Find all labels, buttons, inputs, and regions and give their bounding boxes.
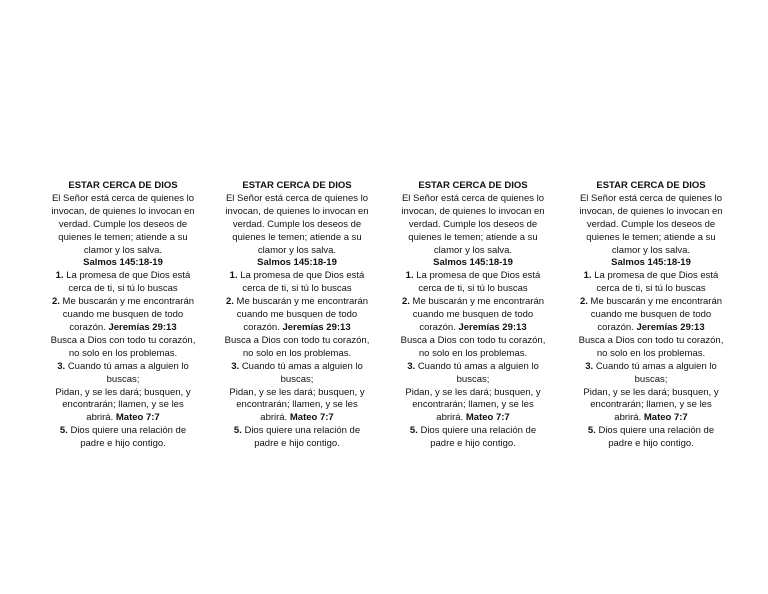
item-2 xyxy=(212,296,382,309)
item-text: Cuando tú amas a alguien lo xyxy=(417,360,539,372)
item-number: 2. xyxy=(51,296,60,308)
item-line: encontrarán; llamen, y se les xyxy=(236,399,358,411)
item-number: 5. xyxy=(59,425,68,437)
item-text: La promesa de que Dios está xyxy=(240,270,365,282)
card-4 xyxy=(566,180,736,451)
item-line: cerca de ti, si tú lo buscas xyxy=(418,283,528,295)
intro-line: clamor y los salva. xyxy=(83,244,163,256)
item-number: 5. xyxy=(409,425,418,437)
item-line: cuando me busquen de todo xyxy=(412,309,534,321)
item-line xyxy=(212,322,382,335)
item-number: 1. xyxy=(229,270,238,282)
extra-line: Busca a Dios con todo tu corazón, xyxy=(224,334,370,346)
item-text: Cuando tú amas a alguien lo xyxy=(241,360,363,372)
item-number: 3. xyxy=(231,360,240,372)
item-reference: Jeremías 29:13 xyxy=(458,321,527,333)
item-text: Me buscarán y me encontrarán xyxy=(62,296,195,308)
item-reference: Mateo 7:7 xyxy=(643,412,688,424)
item-number: 5. xyxy=(587,425,596,437)
item-line: encontrarán; llamen, y se les xyxy=(62,399,184,411)
item-5 xyxy=(212,425,382,438)
item-text: Dios quiere una relación de xyxy=(244,425,361,437)
item-line: encontrarán; llamen, y se les xyxy=(412,399,534,411)
item-line xyxy=(38,412,208,425)
item-number: 2. xyxy=(225,296,234,308)
item-line: Pidan, y se les dará; busquen, y xyxy=(55,386,191,398)
item-line: cuando me busquen de todo xyxy=(590,309,712,321)
item-line: padre e hijo contigo. xyxy=(254,438,340,450)
item-line: Pidan, y se les dará; busquen, y xyxy=(583,386,719,398)
item-line: cerca de ti, si tú lo buscas xyxy=(68,283,178,295)
item-text: Cuando tú amas a alguien lo xyxy=(595,360,717,372)
item-line: cuando me busquen de todo xyxy=(236,309,358,321)
item-number: 3. xyxy=(57,360,66,372)
intro-reference: Salmos 145:18-19 xyxy=(83,257,163,269)
item-line: cerca de ti, si tú lo buscas xyxy=(596,283,706,295)
extra-line: Busca a Dios con todo tu corazón, xyxy=(50,334,196,346)
extra-line: Busca a Dios con todo tu corazón, xyxy=(578,334,724,346)
item-text: La promesa de que Dios está xyxy=(66,270,191,282)
intro-line: El Señor está cerca de quienes lo xyxy=(401,192,545,204)
item-text: corazón. xyxy=(597,321,634,333)
item-line: buscas; xyxy=(456,373,490,385)
item-text: Dios quiere una relación de xyxy=(420,425,537,437)
item-line: Pidan, y se les dará; busquen, y xyxy=(229,386,365,398)
card-2 xyxy=(212,180,382,451)
item-3 xyxy=(566,361,736,374)
item-number: 3. xyxy=(407,360,416,372)
extra-line: no solo en los problemas. xyxy=(596,347,706,359)
intro-line: verdad. Cumple los deseos de xyxy=(586,218,716,230)
intro-line: quienes le temen; atiende a su xyxy=(58,231,188,243)
item-reference: Jeremías 29:13 xyxy=(282,321,351,333)
intro-line: quienes le temen; atiende a su xyxy=(408,231,538,243)
item-3 xyxy=(38,361,208,374)
intro-line: El Señor está cerca de quienes lo xyxy=(51,192,195,204)
intro-line: clamor y los salva. xyxy=(611,244,691,256)
item-1 xyxy=(38,270,208,283)
item-line: padre e hijo contigo. xyxy=(430,438,516,450)
extra-line: no solo en los problemas. xyxy=(418,347,528,359)
item-text: corazón. xyxy=(69,321,106,333)
item-number: 1. xyxy=(55,270,64,282)
item-text: corazón. xyxy=(243,321,280,333)
item-5 xyxy=(388,425,558,438)
intro-line: clamor y los salva. xyxy=(257,244,337,256)
item-line xyxy=(212,412,382,425)
item-line: buscas; xyxy=(634,373,668,385)
card-title: ESTAR CERCA DE DIOS xyxy=(68,180,178,191)
extra-line: no solo en los problemas. xyxy=(242,347,352,359)
item-text: abrirá. xyxy=(260,412,288,424)
card-title: ESTAR CERCA DE DIOS xyxy=(242,180,352,191)
intro-line: El Señor está cerca de quienes lo xyxy=(225,192,369,204)
card-title: ESTAR CERCA DE DIOS xyxy=(596,180,706,191)
item-reference: Mateo 7:7 xyxy=(289,412,334,424)
item-line: padre e hijo contigo. xyxy=(608,438,694,450)
item-number: 5. xyxy=(233,425,242,437)
extra-line: Busca a Dios con todo tu corazón, xyxy=(400,334,546,346)
intro-line: quienes le temen; atiende a su xyxy=(586,231,716,243)
item-line: cerca de ti, si tú lo buscas xyxy=(242,283,352,295)
intro-reference: Salmos 145:18-19 xyxy=(433,257,513,269)
item-5 xyxy=(38,425,208,438)
intro-line: invocan, de quienes lo invocan en xyxy=(401,205,545,217)
intro-line: verdad. Cumple los deseos de xyxy=(408,218,538,230)
intro-line: invocan, de quienes lo invocan en xyxy=(51,205,195,217)
item-text: Dios quiere una relación de xyxy=(70,425,187,437)
item-5 xyxy=(566,425,736,438)
item-3 xyxy=(388,361,558,374)
intro-line: verdad. Cumple los deseos de xyxy=(232,218,362,230)
item-line: buscas; xyxy=(280,373,314,385)
intro-line: quienes le temen; atiende a su xyxy=(232,231,362,243)
item-text: abrirá. xyxy=(614,412,642,424)
intro-line: clamor y los salva. xyxy=(433,244,513,256)
intro-line: El Señor está cerca de quienes lo xyxy=(579,192,723,204)
item-text: La promesa de que Dios está xyxy=(594,270,719,282)
item-number: 2. xyxy=(401,296,410,308)
item-1 xyxy=(212,270,382,283)
item-text: Cuando tú amas a alguien lo xyxy=(67,360,189,372)
item-line: encontrarán; llamen, y se les xyxy=(590,399,712,411)
item-line xyxy=(566,412,736,425)
item-line xyxy=(388,322,558,335)
item-line xyxy=(38,322,208,335)
item-number: 1. xyxy=(405,270,414,282)
intro-reference: Salmos 145:18-19 xyxy=(611,257,691,269)
item-reference: Mateo 7:7 xyxy=(115,412,160,424)
intro-line: invocan, de quienes lo invocan en xyxy=(579,205,723,217)
card-title: ESTAR CERCA DE DIOS xyxy=(418,180,528,191)
item-text: Me buscarán y me encontrarán xyxy=(412,296,545,308)
item-line xyxy=(566,322,736,335)
item-3 xyxy=(212,361,382,374)
card-3 xyxy=(388,180,558,451)
intro-reference: Salmos 145:18-19 xyxy=(257,257,337,269)
item-2 xyxy=(388,296,558,309)
item-line: cuando me busquen de todo xyxy=(62,309,184,321)
item-text: abrirá. xyxy=(86,412,114,424)
item-number: 3. xyxy=(585,360,594,372)
item-text: La promesa de que Dios está xyxy=(416,270,541,282)
card-1 xyxy=(38,180,208,451)
item-text: abrirá. xyxy=(436,412,464,424)
item-text: corazón. xyxy=(419,321,456,333)
item-2 xyxy=(566,296,736,309)
intro-line: invocan, de quienes lo invocan en xyxy=(225,205,369,217)
intro-line: verdad. Cumple los deseos de xyxy=(58,218,188,230)
item-number: 1. xyxy=(583,270,592,282)
item-line: Pidan, y se les dará; busquen, y xyxy=(405,386,541,398)
item-line xyxy=(388,412,558,425)
extra-line: no solo en los problemas. xyxy=(68,347,178,359)
item-reference: Mateo 7:7 xyxy=(465,412,510,424)
item-2 xyxy=(38,296,208,309)
item-line: buscas; xyxy=(106,373,140,385)
item-reference: Jeremías 29:13 xyxy=(108,321,177,333)
item-line: padre e hijo contigo. xyxy=(80,438,166,450)
item-1 xyxy=(388,270,558,283)
item-reference: Jeremías 29:13 xyxy=(636,321,705,333)
item-text: Me buscarán y me encontrarán xyxy=(590,296,723,308)
item-number: 2. xyxy=(579,296,588,308)
item-1 xyxy=(566,270,736,283)
item-text: Me buscarán y me encontrarán xyxy=(236,296,369,308)
item-text: Dios quiere una relación de xyxy=(598,425,715,437)
